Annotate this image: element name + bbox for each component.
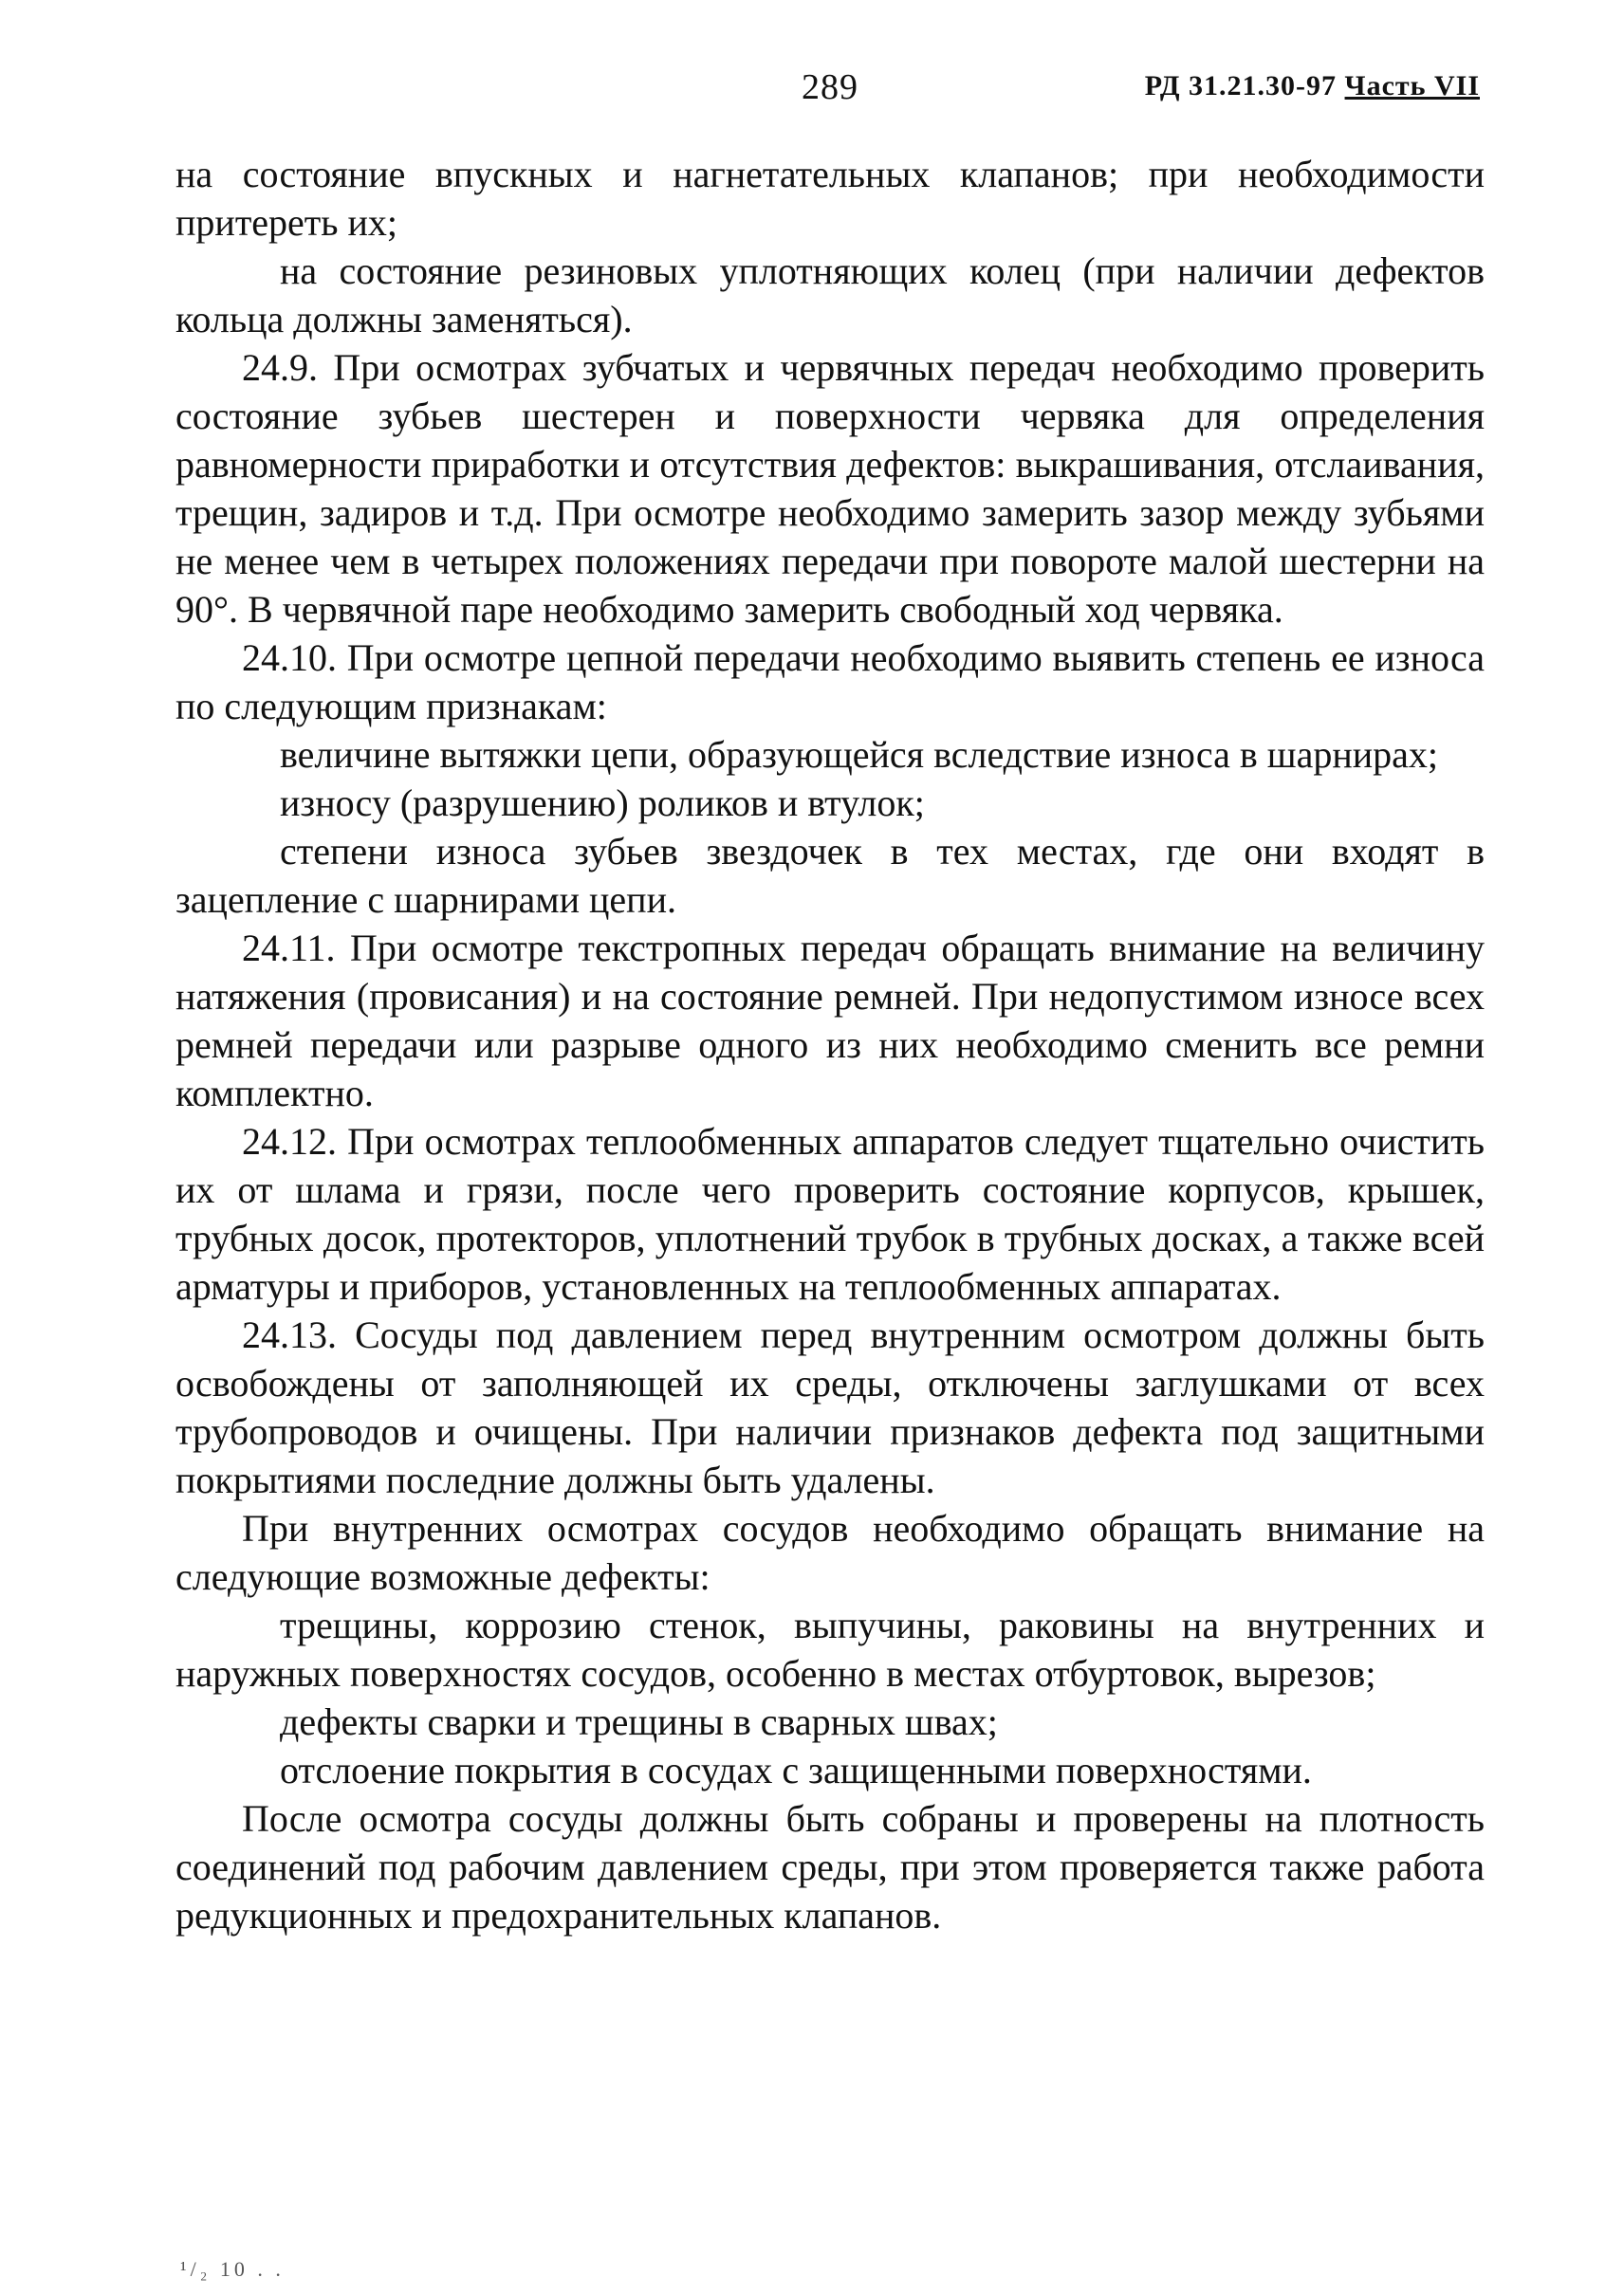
paragraph: величине вытяжки цепи, образующейся вследствие износа в шарнирах;: [280, 733, 1439, 776]
paragraph: износу (разрушению) роликов и втулок;: [280, 781, 925, 824]
paragraph: дефекты сварки и трещины в сварных швах;: [280, 1700, 998, 1743]
paragraph: на состояние резиновых уплотняющих колец (при наличии дефектов кольца должны заменяться).: [175, 249, 1485, 340]
paragraph: При внутренних осмотрах сосудов необходимо обращать внимание на следующие возможные дефекты:: [175, 1507, 1485, 1598]
page-header: [180, 66, 1480, 123]
page-number: 289: [802, 67, 858, 107]
page-footer-mark: ¹/₂ 10 . .: [180, 2257, 285, 2281]
paragraph: 24.11. При осмотре текстропных передач обращать внимание на величину натяжения (провисания) и на состояние ремней. При недопустимом износе всех ремней передачи или разрыве одного из них необходимо сменить все ремни комплектно.: [175, 927, 1485, 1114]
document-reference: [1145, 70, 1480, 102]
paragraph: 24.10. При осмотре цепной передачи необходимо выявить степень ее износа по следующим признакам:: [175, 636, 1485, 727]
paragraph: 24.13. Сосуды под давлением перед внутренним осмотром должны быть освобождены от заполняющей их среды, отключены заглушками от всех трубопроводов и очищены. При наличии признаков дефекта под защитными покрытиями последние должны быть удалены.: [175, 1313, 1485, 1501]
paragraph: степени износа зубьев звездочек в тех местах, где они входят в зацепление с шарнирами цепи.: [175, 830, 1485, 921]
paragraph: трещины, коррозию стенок, выпучины, раковины на внутренних и наружных поверхностях сосудов, особенно в местах отбуртовок, вырезов;: [175, 1604, 1485, 1695]
paragraph: 24.12. При осмотрах теплообменных аппаратов следует тщательно очистить их от шлама и грязи, после чего проверить состояние корпусов, крышек, трубных досок, протекторов, уплотнений трубок в трубных досках, а также всей арматуры и приборов, установленных на теплообменных аппаратах.: [175, 1120, 1485, 1308]
document-part: Часть VII: [1344, 70, 1480, 101]
paragraph: 24.9. При осмотрах зубчатых и червячных передач необходимо проверить состояние зубьев шестерен и поверхности червяка для определения равномерности приработки и отсутствия дефектов: выкрашивания, отслаивания, трещин, задиров и т.д. При осмотре необходимо замерить зазор между зубьями не менее чем в четырех положениях передачи при повороте малой шестерни на 90°. В червячной паре необходимо замерить свободный ход червяка.: [175, 346, 1485, 631]
paragraph: на состояние впускных и нагнетательных клапанов; при необходимости притереть их;: [175, 153, 1485, 244]
paragraph: отслоение покрытия в сосудах с защищенными поверхностями.: [280, 1749, 1312, 1791]
paragraph: После осмотра сосуды должны быть собраны и проверены на плотность соединений под рабочим давлением среды, при этом проверяется также работа редукционных и предохранительных клапанов.: [175, 1797, 1485, 1937]
body-text: [175, 150, 1485, 1939]
document-code: РД 31.21.30-97: [1144, 70, 1338, 101]
